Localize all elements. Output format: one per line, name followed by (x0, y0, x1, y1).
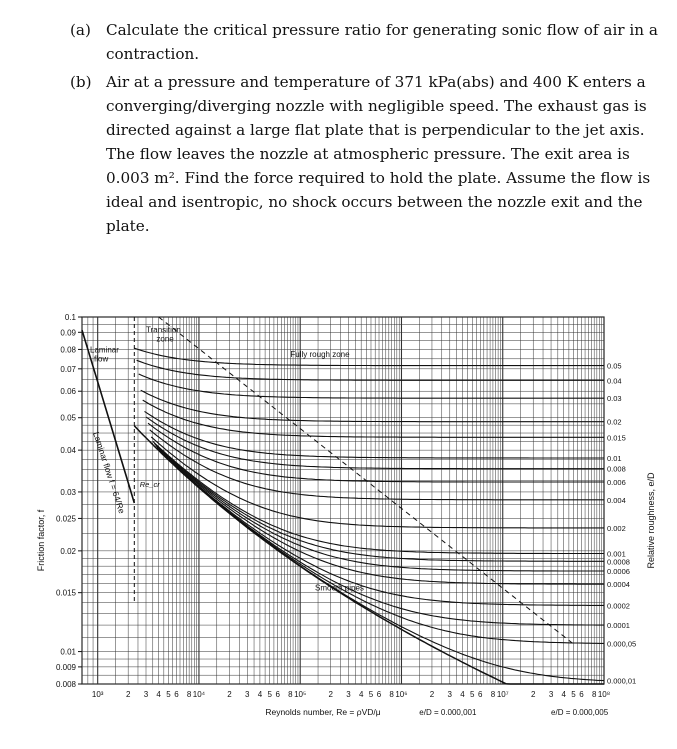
smooth-pipe-curve (134, 426, 604, 684)
annotation-transition-zone-2: zone (156, 334, 174, 344)
chart-grid (78, 317, 604, 684)
roughness-label: 0.015 (607, 433, 626, 443)
roughness-label: 0.0002 (607, 601, 630, 611)
roughness-label: 0.04 (607, 376, 622, 386)
y-tick-label: 0.1 (64, 313, 76, 322)
y-tick-label: 0.015 (55, 588, 76, 598)
y-tick-label: 0.09 (60, 328, 76, 338)
y-tick-label: 0.008 (55, 680, 76, 689)
x-tick-label: 4 (358, 690, 364, 699)
y-tick-label: 0.025 (55, 514, 76, 524)
roughness-label: 0.05 (607, 361, 622, 371)
x-tick-label: 5 (470, 690, 475, 699)
problem-a-label: (a) (70, 21, 91, 39)
y-axis-title: Friction factor, f (36, 509, 46, 572)
x-tick-label: 5 (166, 690, 171, 699)
roughness-label: 0.000,05 (607, 639, 637, 649)
roughness-curve (137, 360, 604, 380)
roughness-label: 0.02 (607, 417, 622, 427)
annotation-eps-1: e/D = 0.000,001 (419, 708, 477, 717)
roughness-curve (143, 400, 604, 437)
x-tick-label: 8 (490, 690, 496, 699)
x-tick-label: 10⁷ (496, 690, 509, 699)
y-tick-label: 0.02 (60, 546, 76, 556)
x-tick-label: 3 (143, 690, 149, 699)
roughness-label: 0.0008 (607, 557, 630, 567)
x-tick-label: 6 (579, 690, 584, 699)
roughness-curve (145, 411, 605, 458)
annotation-re-cr: Re_cr (139, 480, 160, 490)
x-tick-label: 8 (288, 690, 293, 699)
y-tick-label: 0.03 (60, 487, 76, 497)
y-tick-label: 0.06 (60, 387, 76, 397)
roughness-label: 0.000,01 (607, 676, 637, 686)
problem-a-text: Calculate the critical pressure ratio for generating sonic flow of air in a contraction. (106, 21, 658, 63)
y-tick-label: 0.01 (60, 647, 76, 657)
x-tick-label: 8 (591, 690, 597, 699)
x-tick-label: 2 (429, 690, 435, 699)
annotation-smooth-pipes: Smooth pipes (315, 583, 364, 593)
x-tick-label: 10⁶ (395, 690, 408, 699)
plot-frame (82, 317, 604, 684)
roughness-label: 0.0004 (607, 580, 630, 590)
annotation-laminar-formula: Laminar flow f = 64/Re (91, 430, 128, 515)
x-tick-label: 8 (186, 690, 192, 699)
x-tick-label: 4 (156, 690, 161, 699)
x-tick-label: 3 (245, 690, 250, 699)
problem-b-text: Air at a pressure and temperature of 371 kPa(abs) and 400 K enters a converging/diverging nozzle with negligible speed. The exhaust gas is directed against a large flat plate that is perpendicular to the jet axis. The flow leaves the nozzle at atmospheric pressure. The exit area is 0.003 m². Find the force required to hold the plate. Assume the flow is ideal and isentropic, no shock occurs between the nozzle exit and the plate. (106, 73, 651, 235)
roughness-label: 0.004 (607, 495, 626, 505)
roughness-label: 0.002 (607, 523, 626, 533)
x-tick-label: 4 (460, 690, 465, 699)
x-axis-title: Reynolds number, Re = ρVD/μ (265, 707, 381, 717)
x-tick-label: 5 (267, 690, 272, 699)
x-tick-label: 2 (227, 690, 232, 699)
x-tick-label: 4 (257, 690, 263, 699)
y-tick-label: 0.04 (60, 446, 76, 456)
x-tick-label: 10³ (91, 690, 104, 699)
x-tick-label: 10⁸ (597, 690, 611, 699)
x-tick-label: 10⁴ (192, 690, 206, 699)
x-tick-label: 2 (530, 690, 536, 699)
roughness-label: 0.008 (607, 464, 626, 474)
x-tick-label: 5 (368, 690, 374, 699)
roughness-label: 0.03 (607, 394, 622, 404)
roughness-label: 0.006 (607, 478, 626, 488)
y-tick-label: 0.08 (60, 345, 76, 355)
x-tick-label: 6 (478, 690, 483, 699)
x-tick-label: 6 (376, 690, 382, 699)
annotation-laminar-flow: Laminar (90, 345, 119, 355)
y-tick-label: 0.05 (60, 413, 76, 423)
y-tick-label: 0.009 (55, 662, 76, 672)
x-tick-label: 8 (389, 690, 394, 699)
y-tick-label: 0.07 (60, 364, 76, 374)
roughness-curve (134, 348, 604, 365)
roughness-curve (141, 390, 604, 422)
roughness-label: 0.0001 (607, 621, 630, 631)
roughness-label: 0.01 (607, 453, 622, 463)
x-tick-label: 4 (561, 690, 566, 699)
roughness-curve (139, 374, 604, 398)
x-tick-label: 3 (447, 690, 453, 699)
x-tick-label: 5 (571, 690, 576, 699)
roughness-curve (150, 430, 604, 500)
x-tick-label: 3 (346, 690, 351, 699)
roughness-curve (162, 454, 604, 681)
moody-chart (0, 300, 677, 749)
roughness-label: 0.001 (607, 549, 626, 559)
annotation-laminar-flow-2: flow (94, 354, 109, 364)
x-tick-label: 6 (174, 690, 179, 699)
x-tick-label: 2 (125, 690, 131, 699)
annotation-transition-zone: Transition (146, 325, 181, 335)
chart-labels (36, 313, 656, 717)
x-tick-label: 10⁵ (294, 690, 307, 699)
y2-axis-title: Relative roughness, e/D (646, 472, 656, 569)
x-tick-label: 3 (548, 690, 554, 699)
annotation-eps-2: e/D = 0.000,005 (551, 708, 609, 717)
annotation-fully-rough-zone: Fully rough zone (290, 349, 350, 359)
problem-b-label: (b) (70, 73, 92, 91)
x-tick-label: 6 (275, 690, 280, 699)
chart-curves (82, 317, 604, 684)
x-tick-label: 2 (328, 690, 333, 699)
roughness-label: 0.0006 (607, 567, 630, 577)
